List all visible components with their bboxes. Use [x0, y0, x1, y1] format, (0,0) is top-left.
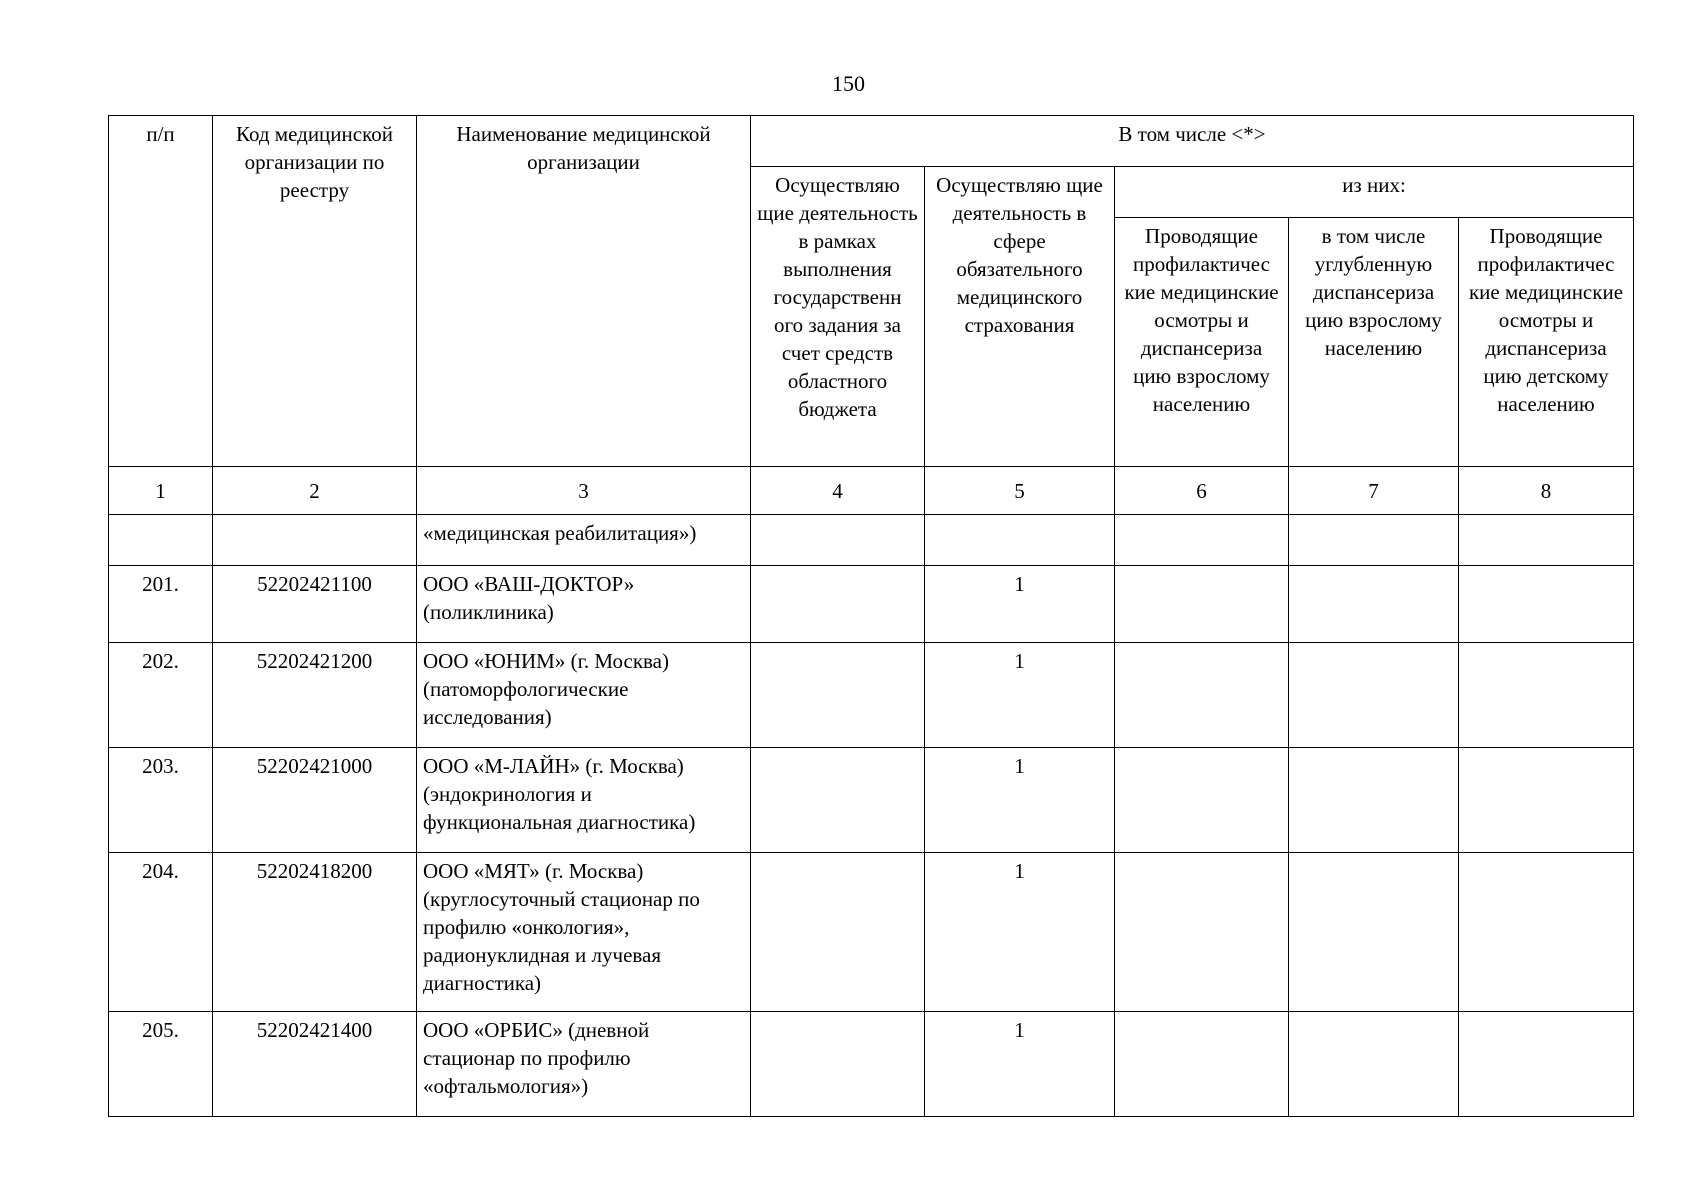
header-including: В том числе <*> — [751, 116, 1634, 167]
state-task-cell — [751, 566, 925, 643]
org-name: ООО «М-ЛАЙН» (г. Москва) (эндокринология и функциональная диагностика) — [417, 748, 751, 853]
header-deep-dispensary: в том числе углубленную диспансериза цию взрослому населению — [1289, 218, 1459, 467]
state-task-cell — [751, 853, 925, 1012]
adult-exams-cell — [1115, 566, 1289, 643]
table-row — [109, 643, 1634, 748]
state-task-cell — [751, 643, 925, 748]
adult-exams-cell — [1115, 643, 1289, 748]
child-exams-cell — [1459, 748, 1634, 853]
oms-cell: 1 — [925, 853, 1115, 1012]
oms-cell: 1 — [925, 1012, 1115, 1117]
header-state-task: Осуществляю щие деятельность в рамках выполнения государственн ого задания за счет средств областного бюджета — [751, 167, 925, 467]
header-oms: Осуществляю щие деятельность в сфере обязательного медицинского страхования — [925, 167, 1115, 467]
continuation-row — [109, 515, 1634, 566]
adult-exams-cell — [1115, 748, 1289, 853]
header-child-exams: Проводящие профилактичес кие медицинские осмотры и диспансериза цию детскому населению — [1459, 218, 1634, 467]
child-exams-cell — [1459, 853, 1634, 1012]
empty-cell — [925, 515, 1115, 566]
column-number-row — [109, 467, 1634, 515]
deep-dispensary-cell — [1289, 748, 1459, 853]
row-index: 201. — [109, 566, 213, 643]
column-number: 1 — [109, 467, 213, 515]
oms-cell: 1 — [925, 566, 1115, 643]
adult-exams-cell — [1115, 1012, 1289, 1117]
row-index: 205. — [109, 1012, 213, 1117]
org-code: 52202418200 — [213, 853, 417, 1012]
header-code: Код медицинской организации по реестру — [213, 116, 417, 467]
empty-cell — [1289, 515, 1459, 566]
header-index: п/п — [109, 116, 213, 467]
deep-dispensary-cell — [1289, 643, 1459, 748]
row-index: 203. — [109, 748, 213, 853]
oms-cell: 1 — [925, 748, 1115, 853]
column-number: 7 — [1289, 467, 1459, 515]
empty-cell — [1459, 515, 1634, 566]
deep-dispensary-cell — [1289, 1012, 1459, 1117]
table-row — [109, 1012, 1634, 1117]
child-exams-cell — [1459, 643, 1634, 748]
oms-cell: 1 — [925, 643, 1115, 748]
org-code: 52202421400 — [213, 1012, 417, 1117]
child-exams-cell — [1459, 566, 1634, 643]
column-number: 8 — [1459, 467, 1634, 515]
table-row — [109, 853, 1634, 1012]
column-number: 3 — [417, 467, 751, 515]
table-row — [109, 566, 1634, 643]
org-code: 52202421200 — [213, 643, 417, 748]
medical-organizations-table — [108, 115, 1634, 1117]
row-index: 202. — [109, 643, 213, 748]
empty-cell — [213, 515, 417, 566]
table-row — [109, 748, 1634, 853]
org-name-cell: «медицинская реабилитация») — [417, 515, 751, 566]
child-exams-cell — [1459, 1012, 1634, 1117]
empty-cell — [1115, 515, 1289, 566]
adult-exams-cell — [1115, 853, 1289, 1012]
state-task-cell — [751, 1012, 925, 1117]
column-number: 4 — [751, 467, 925, 515]
org-name: ООО «ОРБИС» (дневной стационар по профилю «офтальмология») — [417, 1012, 751, 1117]
org-name: ООО «ЮНИМ» (г. Москва) (патоморфологические исследования) — [417, 643, 751, 748]
row-index: 204. — [109, 853, 213, 1012]
org-code: 52202421000 — [213, 748, 417, 853]
state-task-cell — [751, 748, 925, 853]
column-number: 6 — [1115, 467, 1289, 515]
deep-dispensary-cell — [1289, 566, 1459, 643]
empty-cell — [751, 515, 925, 566]
header-of-them: из них: — [1115, 167, 1634, 218]
header-name: Наименование медицинской организации — [417, 116, 751, 467]
column-number: 2 — [213, 467, 417, 515]
org-name: ООО «МЯТ» (г. Москва) (круглосуточный стационар по профилю «онкология», радионуклидная и лучевая диагностика) — [417, 853, 751, 1012]
page-number: 150 — [832, 71, 865, 96]
deep-dispensary-cell — [1289, 853, 1459, 1012]
header-adult-exams: Проводящие профилактичес кие медицинские осмотры и диспансериза цию взрослому населению — [1115, 218, 1289, 467]
empty-cell — [109, 515, 213, 566]
org-name: ООО «ВАШ-ДОКТОР» (поликлиника) — [417, 566, 751, 643]
column-number: 5 — [925, 467, 1115, 515]
org-code: 52202421100 — [213, 566, 417, 643]
